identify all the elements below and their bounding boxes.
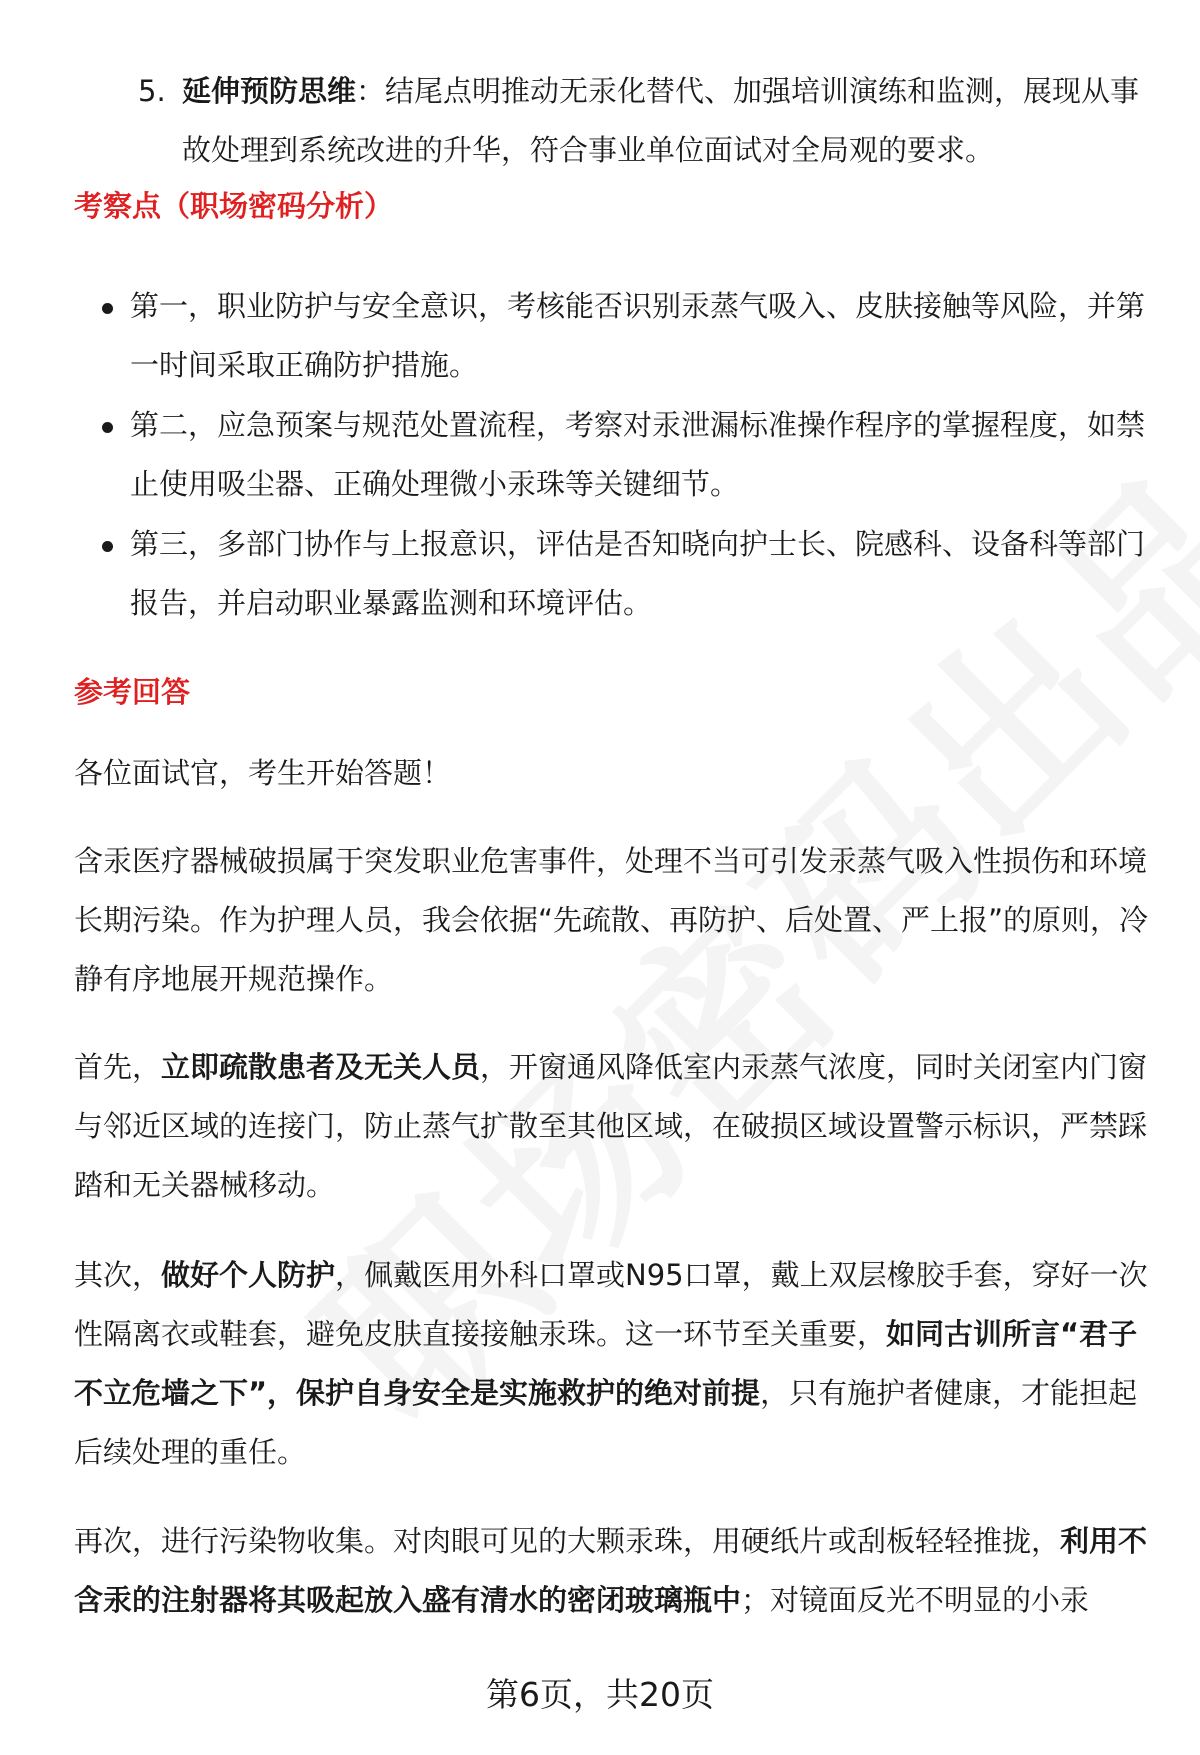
list-item — [100, 277, 1150, 395]
item-title: 延伸预防思维 — [182, 74, 357, 108]
emphasis-text: 如同古训所言“君子不立危墙之下”，保护自身安全是实施救护的绝对前提 — [74, 1317, 1138, 1410]
text-run: ，开窗通风降低室内汞蒸气浓度，同时关闭室内门窗与邻近区域的连接门，防止蒸气扩散至其他区域，在破损区域设置警示标识，严禁踩踏和无关器械移动。 — [74, 1050, 1148, 1202]
bullet-icon — [102, 422, 113, 433]
answer-heading: 参考回答 — [74, 675, 191, 709]
text-run: 其次， — [74, 1258, 162, 1292]
exam-points-list — [100, 277, 1150, 634]
list-item — [100, 515, 1150, 633]
text-run: 首先， — [74, 1050, 162, 1084]
answer-paragraph-1 — [74, 1038, 1150, 1215]
emphasis-text: 利用不含汞的注射器将其吸起放入盛有清水的密闭玻璃瓶中 — [74, 1524, 1148, 1617]
item-text — [182, 62, 1148, 180]
bullet-icon — [102, 303, 113, 314]
page-number: 第6页，共20页 — [486, 1675, 714, 1714]
list-item-text: 第一，职业防护与安全意识，考核能否识别汞蒸气吸入、皮肤接触等风险，并第一时间采取正确防护措施。 — [130, 289, 1146, 382]
emphasis-text: 做好个人防护 — [161, 1258, 336, 1292]
text-run: ，只有施护者健康，才能担起后续处理的重任。 — [74, 1376, 1138, 1469]
answer-paragraph-2 — [74, 1246, 1150, 1482]
text-run: ，佩戴医用外科口罩或N95口罩，戴上双层橡胶手套，穿好一次性隔离衣或鞋套，避免皮肤直接接触汞珠。这一环节至关重要， — [74, 1258, 1148, 1351]
answer-paragraph-3 — [74, 1512, 1150, 1630]
list-item-text: 第二，应急预案与规范处置流程，考察对汞泄漏标准操作程序的掌握程度，如禁止使用吸尘器、正确处理微小汞珠等关键细节。 — [130, 408, 1146, 501]
emphasis-text: 立即疏散患者及无关人员 — [161, 1050, 481, 1084]
exam-points-heading: 考察点（职场密码分析） — [74, 189, 394, 223]
list-item-text: 第三，多部门协作与上报意识，评估是否知晓向护士长、院感科、设备科等部门报告，并启动职业暴露监测和环境评估。 — [130, 527, 1146, 620]
text-run: 再次，进行污染物收集。对肉眼可见的大颗汞珠，用硬纸片或刮板轻轻推拢， — [74, 1524, 1061, 1558]
bullet-icon — [102, 541, 113, 552]
answer-intro: 含汞医疗器械破损属于突发职业危害事件，处理不当可引发汞蒸气吸入性损伤和环境长期污染。作为护理人员，我会依据“先疏散、再防护、后处置、严上报”的原则，冷静有序地展开规范操作。 — [74, 844, 1149, 996]
item-number: 5. — [138, 74, 166, 108]
item-body: ：结尾点明推动无汞化替代、加强培训演练和监测，展现从事故处理到系统改进的升华，符合事业单位面试对全局观的要求。 — [182, 74, 1140, 167]
text-run: ；对镜面反光不明显的小汞 — [741, 1583, 1090, 1617]
numbered-item — [138, 62, 1148, 180]
answer-greeting: 各位面试官，考生开始答题！ — [74, 756, 452, 790]
list-item — [100, 396, 1150, 514]
